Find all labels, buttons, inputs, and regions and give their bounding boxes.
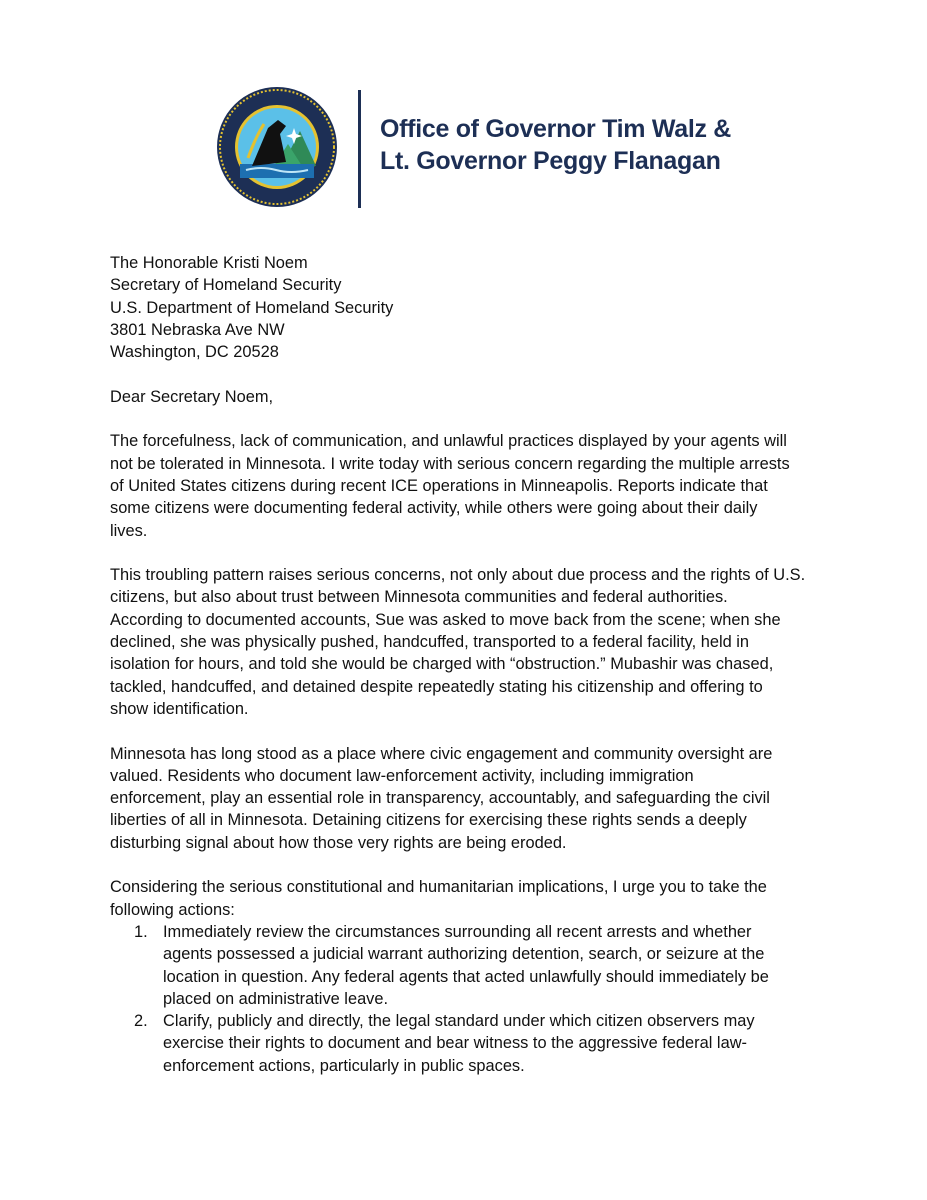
- address-line: U.S. Department of Homeland Security: [110, 298, 394, 317]
- text-line: placed on administrative leave.: [163, 989, 389, 1008]
- text-line: Minnesota has long stood as a place where civic engagement and community oversight are: [110, 744, 773, 763]
- text-line: show identification.: [110, 699, 249, 718]
- minnesota-state-seal-logo: [216, 86, 338, 208]
- text-line: of United States citizens during recent ICE operations in Minneapolis. Reports indicate that: [110, 476, 768, 495]
- text-line: valued. Residents who document law-enforcement activity, including immigration: [110, 766, 694, 785]
- text-line: disturbing signal about how those very rights are being eroded.: [110, 833, 567, 852]
- letter-body: [110, 252, 830, 1077]
- text-line: enforcement, play an essential role in transparency, accountably, and safeguarding the civil: [110, 789, 770, 808]
- action-item-2: [110, 1010, 830, 1077]
- salutation: Dear Secretary Noem,: [110, 387, 274, 406]
- address-line: Washington, DC 20528: [110, 343, 279, 362]
- text-line: The forcefulness, lack of communication, and unlawful practices displayed by your agents will: [110, 432, 787, 451]
- text-line: citizens, but also about trust between Minnesota communities and federal authorities.: [110, 588, 728, 607]
- list-number: 1.: [134, 922, 148, 941]
- office-name: [380, 113, 731, 177]
- action-item-1: [110, 921, 830, 1010]
- letterhead: [216, 86, 736, 208]
- office-line-1: Office of Governor Tim Walz &: [380, 115, 732, 143]
- letterhead-divider: [358, 90, 361, 208]
- text-line: agents possessed a judicial warrant authorizing detention, search, or seizure at the: [163, 945, 765, 964]
- action-list: [110, 921, 830, 1077]
- text-line: Clarify, publicly and directly, the legal standard under which citizen observers may: [163, 1012, 755, 1031]
- address-line: Secretary of Homeland Security: [110, 276, 342, 295]
- paragraph-4: [110, 876, 830, 921]
- text-line: exercise their rights to document and bear witness to the aggressive federal law-: [163, 1034, 747, 1053]
- recipient-address: [110, 252, 830, 363]
- paragraph-2: [110, 564, 830, 720]
- text-line: tackled, handcuffed, and detained despite repeatedly stating his citizenship and offering to: [110, 677, 763, 696]
- address-line: 3801 Nebraska Ave NW: [110, 320, 285, 339]
- text-line: not be tolerated in Minnesota. I write today with serious concern regarding the multiple arrests: [110, 454, 790, 473]
- text-line: enforcement actions, particularly in public spaces.: [163, 1056, 525, 1075]
- text-line: liberties of all in Minnesota. Detaining citizens for exercising these rights sends a deeply: [110, 811, 747, 830]
- text-line: According to documented accounts, Sue was asked to move back from the scene; when she: [110, 610, 781, 629]
- address-line: The Honorable Kristi Noem: [110, 254, 308, 272]
- text-line: lives.: [110, 521, 148, 540]
- text-line: Considering the serious constitutional and humanitarian implications, I urge you to take the: [110, 878, 767, 897]
- text-line: Immediately review the circumstances surrounding all recent arrests and whether: [163, 922, 752, 941]
- text-line: This troubling pattern raises serious concerns, not only about due process and the rights of U.S.: [110, 566, 806, 585]
- text-line: declined, she was physically pushed, handcuffed, transported to a federal facility, held in: [110, 633, 750, 652]
- paragraph-1: [110, 430, 830, 541]
- text-line: some citizens were documenting federal activity, while others were going about their daily: [110, 499, 758, 518]
- text-line: following actions:: [110, 900, 235, 919]
- list-number: 2.: [134, 1012, 148, 1031]
- office-line-2: Lt. Governor Peggy Flanagan: [380, 147, 721, 175]
- text-line: isolation for hours, and told she would be charged with “obstruction.” Mubashir was chased,: [110, 655, 774, 674]
- text-line: location in question. Any federal agents that acted unlawfully should immediately be: [163, 967, 769, 986]
- paragraph-3: [110, 743, 830, 854]
